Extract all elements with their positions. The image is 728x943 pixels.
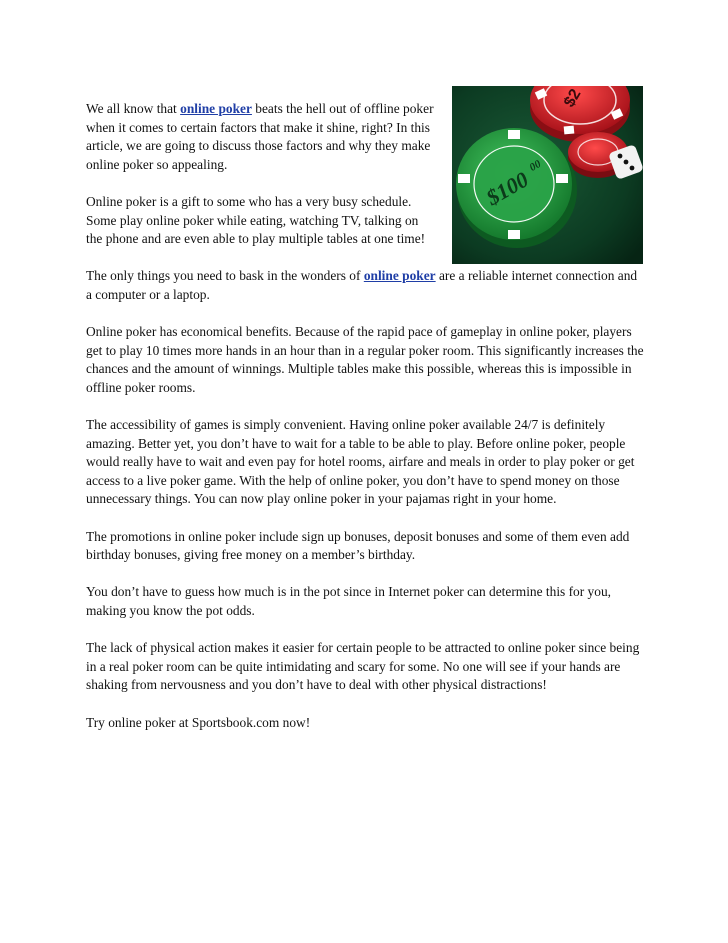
paragraph-call-to-action: Try online poker at Sportsbook.com now!: [86, 714, 311, 730]
online-poker-link[interactable]: online poker: [180, 101, 252, 116]
paragraph-physical-action: The lack of physical action makes it easier for certain people to be attracted to online poker since being in a real poker room can be quite intimidating and scary for some. No one will see if your hands are shaking from nervousness and you don’t have to deal with other physical distractions!: [86, 640, 640, 693]
paragraph-promotions: The promotions in online poker include sign up bonuses, deposit bonuses and some of them even add birthday bonuses, giving free money on a member’s birthday.: [86, 528, 630, 563]
paragraph-text: We all know that: [86, 101, 181, 116]
green-chip-label: $100: [482, 166, 533, 211]
paragraph-accessibility: The accessibility of games is simply convenient. Having online poker available 24/7 is definitely amazing. Better yet, you don’t have to wait for a table to be able to play. Before online poker, people would really have to wait and even pay for hotel rooms, airfare and meals in order to play poker or get access to a live poker game. With the help of online poker, you don’t have to spend money on those unnecessary things. You can now play online poker in your pajamas right in your home.: [86, 417, 635, 507]
paragraph-busy-schedule: Online poker is a gift to some who has a very busy schedule. Some play online poker while eating, watching TV, talking on the phone and are even able to play multiple tables at one time!: [86, 193, 426, 247]
paragraph-text: The only things you need to bask in the wonders of: [86, 268, 364, 284]
paragraph-economical: Online poker has economical benefits. Because of the rapid pace of gameplay in online poker, players get to play 10 times more hands in an hour than in a regular poker room. This significantly increases the chances and the amount of winnings. Multiple tables make this possible, whereas this is impossible in offline poker rooms.: [86, 324, 644, 395]
paragraph-intro: [86, 100, 436, 174]
paragraph-pot-odds: You don’t have to guess how much is in the pot since in Internet poker can determine this for you, making you know the pot odds.: [86, 584, 611, 619]
paragraph-text: are a reliable internet connection and a computer or a laptop.: [86, 268, 638, 302]
red-chip-label: $2: [560, 86, 585, 111]
green-chip-cents: 00: [527, 157, 544, 174]
online-poker-link[interactable]: online poker: [363, 268, 436, 284]
paragraph-text: beats the hell out of offline poker when it comes to certain factors that make it shine, right? In this article, we are going to discuss those factors and why they make online poker so appealing.: [86, 101, 434, 172]
paragraph-requirements: [86, 267, 646, 304]
article-body: [86, 100, 646, 751]
